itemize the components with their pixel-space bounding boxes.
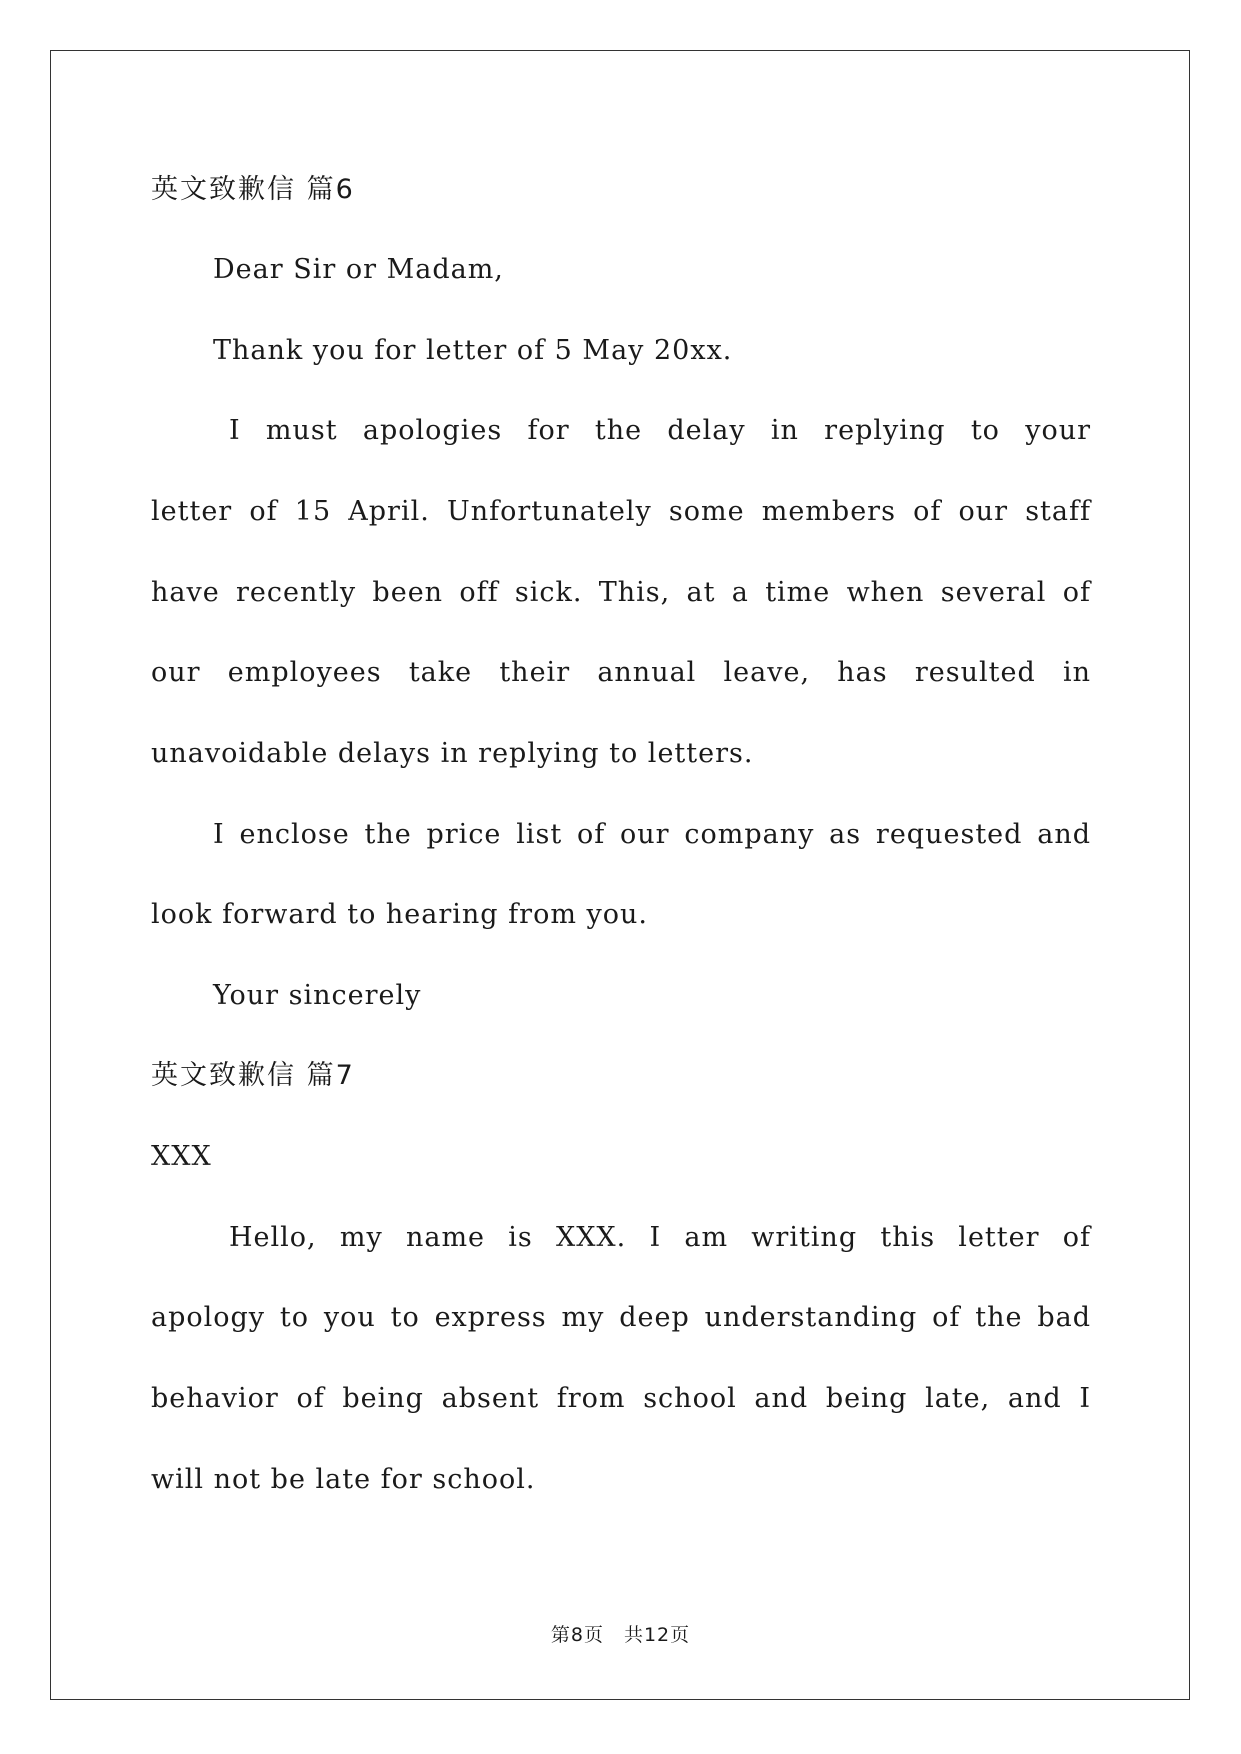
paragraph-line: Hello, my name is XXX. I am writing this letter of — [229, 1222, 1091, 1253]
page-border — [50, 50, 1190, 1700]
addressee: XXX — [151, 1141, 212, 1172]
paragraph-line: will not be late for school. — [151, 1464, 536, 1495]
paragraph-line: unavoidable delays in replying to letters. — [151, 738, 754, 769]
salutation: Dear Sir or Madam, — [213, 254, 504, 285]
paragraph-line: look forward to hearing from you. — [151, 899, 648, 930]
section-heading-7: 英文致歉信 篇7 — [151, 1060, 355, 1091]
closing: Your sincerely — [213, 980, 422, 1011]
paragraph-thanks: Thank you for letter of 5 May 20xx. — [213, 335, 733, 366]
paragraph-line: our employees take their annual leave, has resulted in — [151, 657, 1091, 688]
paragraph-line: I enclose the price list of our company as requested and — [213, 819, 1091, 850]
paragraph-line: apology to you to express my deep understanding of the bad — [151, 1302, 1091, 1333]
paragraph-line: letter of 15 April. Unfortunately some members of our staff — [151, 496, 1091, 527]
paragraph-line: I must apologies for the delay in replying to your — [229, 415, 1091, 446]
page-number-footer: 第8页 共12页 — [550, 1624, 691, 1646]
section-heading-6: 英文致歉信 篇6 — [151, 174, 355, 205]
paragraph-line: behavior of being absent from school and being late, and I — [151, 1383, 1091, 1414]
paragraph-line: have recently been off sick. This, at a time when several of — [151, 577, 1091, 608]
